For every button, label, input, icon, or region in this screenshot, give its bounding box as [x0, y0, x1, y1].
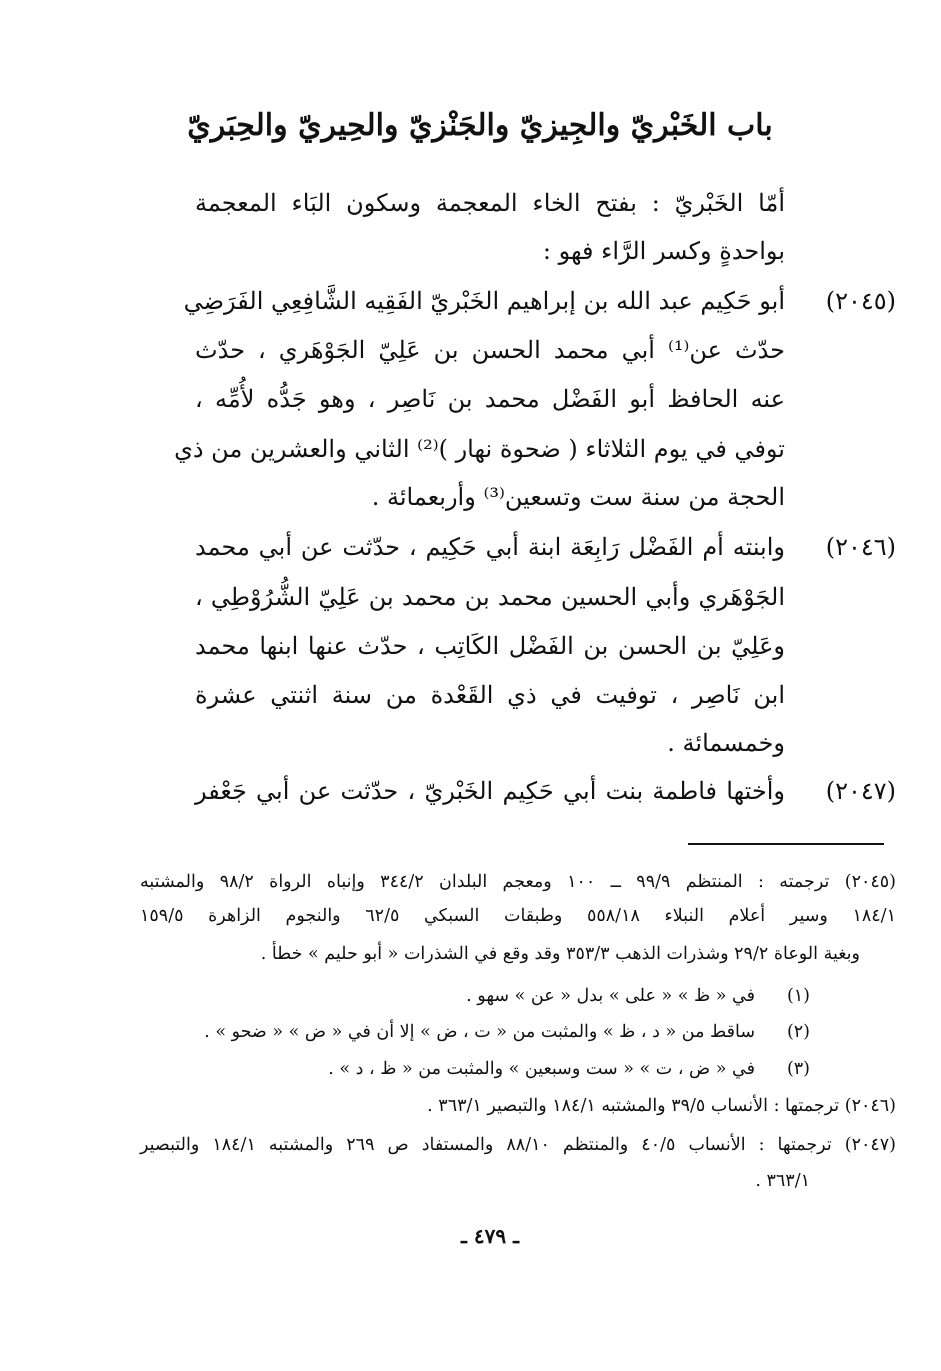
footnote-text: ساقط من « د ، ظ » والمثبت من « ت ، ض » إلا أن في « ض » « ضحو » . — [204, 1022, 755, 1042]
chapter-title: باب الخَبْريّ والجِيزيّ والجَنْزيّ والحِيريّ والحِبَريّ — [187, 108, 773, 143]
entry-number-2047: (٢٠٤٧) — [825, 777, 896, 805]
entry-line: وعَلِيّ بن الحسن بن الفَضْل الكَاتِب ، حدّث عنها ابنها محمد — [195, 632, 785, 660]
entry-line: عنه الحافظ أبو الفَضْل محمد بن نَاصِر ، وهو جَدُّه لأُمِّه ، — [195, 385, 785, 413]
entry-line: وخمسمائة . — [667, 729, 785, 757]
intro-line: أمّا الخَبْريّ : بفتح الخاء المعجمة وسكون البَاء المعجمة — [195, 189, 785, 217]
entry-line: أبو حَكِيم عبد الله بن إبراهيم الخَبْريّ الفَقِيه الشَّافِعِي الفَرَضِي — [183, 287, 785, 315]
footnote-line: (٢٠٤٦) ترجمتها : الأنساب ٣٩/٥ والمشتبه ١٨٤/١ والتبصير ٣٦٣/١ . — [427, 1096, 896, 1116]
page-number: ـ ٤٧٩ ـ — [461, 1224, 519, 1248]
entry-number-2045: (٢٠٤٥) — [825, 287, 896, 315]
entry-line: توفي في يوم الثلاثاء ( ضحوة نهار )⁽²⁾ الثاني والعشرين من ذي — [174, 435, 785, 463]
footnote-text: في « ض ، ت » « ست وسبعين » والمثبت من « ظ ، د » . — [328, 1059, 755, 1079]
footnote-label: (٣) — [786, 1059, 810, 1079]
footnote-text: في « ظ » « على » بدل « عن » سهو . — [466, 986, 755, 1006]
footnote-label: (٢) — [786, 1022, 810, 1042]
intro-line: بواحدةٍ وكسر الرَّاء فهو : — [542, 237, 785, 265]
footnote-line: ١٨٤/١ وسير أعلام النبلاء ٥٥٨/١٨ وطبقات السبكي ٦٢/٥ والنجوم الزاهرة ١٥٩/٥ — [140, 906, 896, 926]
entry-line: وأختها فاطمة بنت أبي حَكِيم الخَبْريّ ، حدّثت عن أبي جَعْفر — [195, 777, 785, 805]
footnote-separator — [688, 843, 884, 845]
footnote-line: ٣٦٣/١ . — [755, 1171, 810, 1191]
footnote-line: وبغية الوعاة ٢٩/٢ وشذرات الذهب ٣٥٣/٣ وقد وقع في الشذرات « أبو حليم » خطأ . — [260, 944, 860, 964]
entry-line: حدّث عن⁽¹⁾ أبي محمد الحسن بن عَلِيّ الجَوْهَري ، حدّث — [195, 336, 786, 364]
entry-line: الجَوْهَري وأبي الحسين محمد بن محمد بن عَلِيّ الشُّرُوْطِي ، — [195, 583, 785, 611]
footnote-line: (٢٠٤٧) ترجمتها : الأنساب ٤٠/٥ والمنتظم ٨٨/١٠ والمستفاد ص ٢٦٩ والمشتبه ١٨٤/١ والتبصير — [140, 1135, 896, 1155]
entry-line: وابنته أم الفَضْل رَابِعَة ابنة أبي حَكِيم ، حدّثت عن أبي محمد — [195, 533, 785, 561]
footnote-label: (١) — [786, 986, 810, 1006]
entry-number-2046: (٢٠٤٦) — [825, 533, 896, 561]
entry-line: ابن نَاصِر ، توفيت في ذي القَعْدة من سنة اثنتي عشرة — [195, 681, 786, 709]
entry-line: الحجة من سنة ست وتسعين⁽³⁾ وأربعمائة . — [371, 483, 785, 511]
footnote-line: (٢٠٤٥) ترجمته : المنتظم ٩٩/٩ ــ ١٠٠ ومعجم البلدان ٣٤٤/٢ وإنباه الرواة ٩٨/٢ والمشتبه — [140, 872, 896, 892]
